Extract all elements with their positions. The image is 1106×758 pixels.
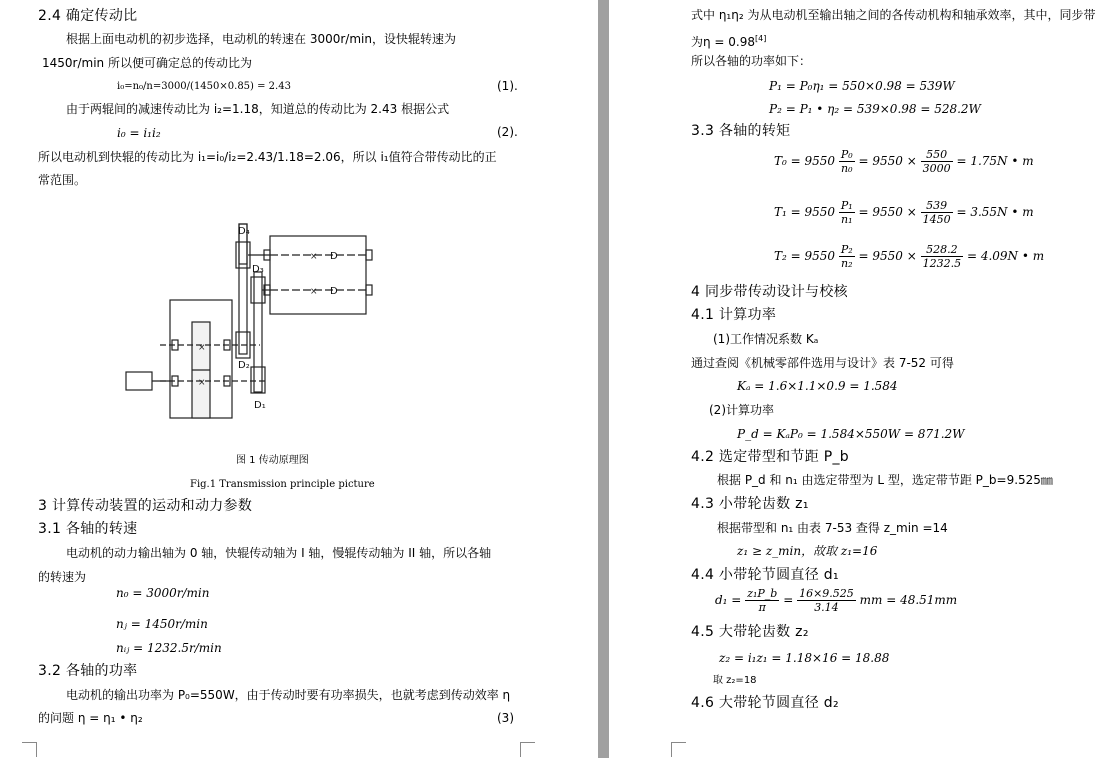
pulley-label: D₁: [254, 400, 266, 411]
paragraph-line: [691, 31, 766, 50]
paragraph-line: 的问题 η = η₁ • η₂: [38, 711, 143, 725]
paragraph-text: 为η = 0.98: [691, 35, 756, 49]
equation-t1: T₁ = 9550 $\frac{\text{P₁}}{\text{n₁}}$ = 9550 × $\frac{539}{1450}$ = 3.55N • m: [774, 199, 1034, 226]
equation-p2: P₂ = P₁ • η₂ = 539×0.98 = 528.2W: [769, 102, 981, 116]
svg-text:×: ×: [310, 287, 318, 297]
roller-label: D: [330, 251, 338, 262]
transmission-diagram: [120, 222, 380, 422]
section-heading-3: 3 计算传动装置的运动和动力参数: [38, 498, 253, 514]
equation-number: (3): [497, 711, 514, 725]
paragraph-line: 所以电动机到快辊的传动比为 i₁=i₀/i₂=2.43/1.18=2.06，所以 i₁值符合带传动比的正: [38, 150, 497, 164]
document-page-right: [609, 0, 1106, 758]
section-heading-4-3: 4.3 小带轮齿数 z₁: [691, 496, 809, 512]
svg-text:×: ×: [310, 252, 318, 262]
paragraph-line: 所以各轴的功率如下：: [691, 54, 812, 68]
equation-n1: nⱼ = 1450r/min: [116, 617, 208, 631]
section-heading-3-2: 3.2 各轴的功率: [38, 663, 138, 679]
equation-n2: nᵢⱼ = 1232.5r/min: [116, 641, 222, 655]
paragraph-line: 的转速为: [38, 570, 87, 584]
page-gutter: [598, 0, 609, 758]
section-heading-2-4: 2.4 确定传动比: [38, 8, 138, 24]
section-heading-4-5: 4.5 大带轮齿数 z₂: [691, 624, 809, 640]
page-corner-mark: [22, 742, 37, 757]
subheading: (2)计算功率: [709, 403, 774, 417]
figure-caption-en: Fig.1 Transmission principle picture: [190, 479, 375, 490]
equation-2: i₀ = i₁i₂: [117, 126, 161, 140]
section-heading-3-3: 3.3 各轴的转矩: [691, 123, 791, 139]
equation-t2: T₂ = 9550 $\frac{\text{P₂}}{\text{n₂}}$ = 9550 × $\frac{528.2}{1232.5}$ = 4.09N • m: [774, 243, 1045, 270]
paragraph-line: 取 z₂=18: [713, 675, 757, 686]
equation-n0: n₀ = 3000r/min: [116, 586, 210, 600]
page-corner-mark: [671, 742, 686, 757]
equation-number: (2).: [497, 125, 518, 139]
paragraph-line: 根据 P_d 和 n₁ 由选定带型为 L 型，选定带节距 P_b=9.525㎜: [717, 473, 1053, 487]
equation-z1: z₁ ≥ z_min，故取 z₁=16: [737, 544, 878, 558]
section-heading-4-2: 4.2 选定带型和节距 P_b: [691, 449, 849, 465]
section-heading-3-1: 3.1 各轴的转速: [38, 521, 138, 537]
paragraph-line: 电动机的输出功率为 P₀=550W，由于传动时要有功率损失，也就考虑到传动效率 η: [66, 688, 511, 702]
equation-ka: Kₐ = 1.6×1.1×0.9 = 1.584: [737, 379, 898, 393]
svg-text:×: ×: [198, 343, 206, 353]
paragraph-line: 根据上面电动机的初步选择，电动机的转速在 3000r/min，设快辊转速为: [66, 32, 456, 46]
figure-caption-cn: 图 1 传动原理图: [236, 455, 309, 466]
equation-d1: d₁ = $\frac{\text{z₁P\_b}}{\pi}$ = $\frac{16\times 9.525}{3.14}$ mm = 48.51mm: [715, 587, 958, 614]
paragraph-line: 电动机的动力输出轴为 0 轴，快辊传动轴为 I 轴，慢辊传动轴为 II 轴，所以各轴: [66, 546, 492, 560]
pulley-label: D₃: [252, 264, 264, 275]
equation-1: i₀=n₀/n=3000/(1450×0.85) = 2.43: [117, 81, 291, 92]
svg-text:×: ×: [198, 378, 206, 388]
citation-ref[interactable]: [4]: [755, 34, 767, 43]
paragraph-line: 常范围。: [38, 173, 87, 187]
section-heading-4-1: 4.1 计算功率: [691, 307, 777, 323]
equation-p1: P₁ = P₀η₁ = 550×0.98 = 539W: [769, 79, 955, 93]
pulley-label: D₄: [238, 226, 250, 237]
section-heading-4-6: 4.6 大带轮节圆直径 d₂: [691, 695, 839, 711]
section-heading-4-4: 4.4 小带轮节圆直径 d₁: [691, 567, 839, 583]
equation-number: (1).: [497, 79, 518, 93]
pulley-label: D₂: [238, 360, 250, 371]
equation-z2: z₂ = i₁z₁ = 1.18×16 = 18.88: [719, 651, 890, 665]
page-corner-mark: [520, 742, 535, 757]
subheading: (1)工作情况系数 Kₐ: [713, 332, 819, 346]
paragraph-line: 式中 η₁η₂ 为从电动机至输出轴之间的各传动机构和轴承效率，其中，同步带: [691, 8, 1096, 22]
equation-t0: T₀ = 9550 $\frac{\text{P₀}}{\text{n₀}}$ = 9550 × $\frac{550}{3000}$ = 1.75N • m: [774, 148, 1034, 175]
equation-pd: P_d = KₐP₀ = 1.584×550W = 871.2W: [737, 427, 965, 441]
paragraph-line: 1450r/min 所以便可确定总的传动比为: [42, 56, 252, 70]
roller-label: D: [330, 286, 338, 297]
paragraph-line: 由于两辊间的减速传动比为 i₂=1.18，知道总的传动比为 2.43 根据公式: [66, 102, 450, 116]
paragraph-line: 根据带型和 n₁ 由表 7-53 查得 z_min =14: [717, 521, 948, 535]
paragraph-line: 通过查阅《机械零部件选用与设计》表 7-52 可得: [691, 356, 954, 370]
section-heading-4: 4 同步带传动设计与校核: [691, 284, 848, 300]
